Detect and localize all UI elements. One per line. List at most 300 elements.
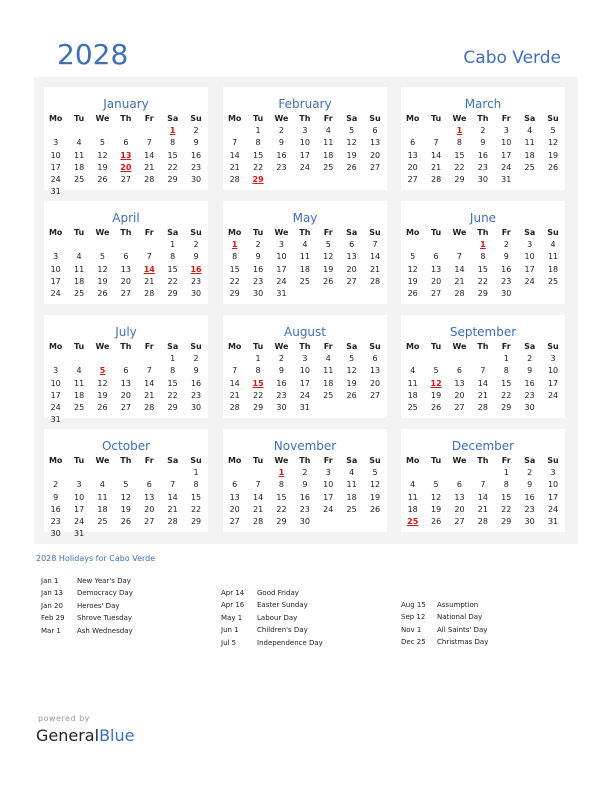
day: 7: [456, 252, 463, 262]
day: 19: [430, 504, 442, 514]
week-row: [44, 492, 208, 504]
month-june: [401, 201, 565, 304]
empty-day: [67, 125, 90, 137]
day: 12: [120, 492, 131, 502]
day: 18: [73, 162, 85, 172]
week-row: [223, 390, 387, 402]
weekday-header: [401, 227, 565, 239]
day: 5: [550, 126, 556, 136]
weekday-label: Su: [547, 114, 559, 123]
week-row: [223, 479, 387, 491]
day: 6: [232, 480, 238, 490]
week-row: [44, 467, 208, 479]
day: 14: [477, 378, 488, 388]
day: 1: [193, 468, 199, 478]
empty-day: [91, 125, 114, 137]
holiday-name: Democracy Day: [77, 589, 133, 598]
day: 6: [349, 240, 355, 250]
day: 9: [480, 138, 486, 148]
day: 8: [503, 480, 509, 490]
month-february: [223, 87, 387, 190]
day: 1: [255, 354, 261, 364]
day: 10: [547, 480, 559, 490]
empty-day: [138, 239, 161, 251]
weekday-label: Fr: [144, 342, 154, 351]
day: 20: [346, 264, 357, 274]
empty-day: [44, 125, 67, 137]
weekday-label: Tu: [430, 456, 442, 465]
day: 23: [252, 276, 264, 286]
month-january: [44, 87, 208, 197]
empty-day: [448, 467, 471, 479]
day: 30: [524, 516, 535, 526]
day: 26: [547, 162, 559, 172]
day: 2: [193, 240, 199, 250]
day: 4: [550, 240, 556, 250]
day: 28: [477, 516, 488, 526]
day: 27: [407, 174, 418, 184]
holiday-day: 15: [252, 378, 264, 388]
weekday-label: Th: [299, 114, 311, 123]
day: 22: [167, 390, 178, 400]
week-row: [223, 516, 387, 528]
day: 15: [477, 264, 488, 274]
day: 19: [323, 264, 334, 274]
day: 15: [252, 150, 264, 160]
weekday-label: Sa: [524, 342, 536, 351]
day: 15: [454, 150, 465, 160]
day: 30: [252, 288, 264, 298]
day: 4: [99, 480, 106, 490]
day: 14: [229, 150, 240, 160]
day: 3: [76, 480, 82, 490]
weekday-header: [223, 227, 387, 239]
day: 2: [503, 240, 509, 250]
day: 3: [550, 354, 556, 364]
day: 11: [97, 492, 108, 502]
weekday-header: [401, 113, 565, 125]
week-row: [401, 137, 565, 149]
month-november: [223, 429, 387, 532]
day: 14: [430, 150, 442, 160]
week-row: [401, 365, 565, 377]
empty-day: [44, 353, 67, 365]
weekday-header: [44, 341, 208, 353]
day: 17: [50, 276, 61, 286]
day: 29: [252, 402, 264, 412]
day: 7: [480, 480, 486, 490]
day: 17: [299, 378, 310, 388]
day: 10: [547, 366, 559, 376]
day: 31: [50, 415, 61, 425]
day: 14: [369, 252, 381, 262]
empty-day: [138, 467, 161, 479]
day: 9: [193, 138, 199, 148]
day: 16: [276, 150, 287, 160]
holiday-date: Nov 1: [401, 625, 422, 634]
day: 3: [503, 126, 509, 136]
day-grid: [401, 341, 565, 414]
holiday-item: [41, 575, 133, 587]
logo-general: General: [36, 726, 100, 745]
weekday-label: Su: [369, 114, 381, 123]
day: 29: [454, 174, 465, 184]
week-row: [401, 467, 565, 479]
day: 7: [170, 480, 176, 490]
week-row: [44, 264, 208, 276]
week-row: [401, 125, 565, 137]
day: 29: [477, 288, 488, 298]
day: 26: [97, 288, 108, 298]
holiday-column: [221, 587, 323, 649]
day: 25: [299, 276, 310, 286]
weekday-label: Tu: [73, 114, 85, 123]
holiday-name: Independence Day: [257, 638, 323, 647]
day: 24: [50, 288, 61, 298]
weekday-label: Su: [369, 456, 381, 465]
week-row: [44, 378, 208, 390]
day: 25: [73, 402, 85, 412]
day: 14: [144, 378, 155, 388]
day: 12: [97, 150, 108, 160]
day: 29: [229, 288, 240, 298]
week-row: [401, 390, 565, 402]
day: 28: [369, 276, 381, 286]
week-row: [223, 137, 387, 149]
year-title: 2028: [57, 38, 129, 71]
weekday-header: [401, 455, 565, 467]
day: 29: [167, 288, 178, 298]
day: 22: [477, 276, 488, 286]
day: 14: [229, 378, 240, 388]
day: 21: [144, 162, 155, 172]
day: 2: [527, 468, 533, 478]
day: 9: [527, 480, 533, 490]
day: 13: [120, 378, 131, 388]
day: 3: [550, 468, 556, 478]
day: 25: [407, 402, 418, 412]
day: 27: [120, 174, 131, 184]
day: 23: [299, 504, 310, 514]
day: 17: [501, 150, 512, 160]
day: 9: [503, 252, 509, 262]
weekday-label: Sa: [524, 456, 536, 465]
holiday-item: [221, 624, 323, 636]
day: 28: [252, 516, 264, 526]
day: 17: [73, 504, 85, 514]
day: 23: [190, 276, 202, 286]
day: 10: [276, 252, 287, 262]
week-row: [401, 251, 565, 263]
day: 30: [524, 402, 535, 412]
day: 29: [167, 174, 178, 184]
weekday-label: Mo: [227, 228, 242, 237]
day: 6: [456, 480, 463, 490]
weekday-label: We: [95, 342, 110, 351]
day: 7: [146, 366, 152, 376]
empty-day: [114, 467, 137, 479]
day: 7: [232, 366, 238, 376]
day: 18: [346, 492, 357, 502]
day: 17: [299, 150, 310, 160]
month-name: August: [284, 325, 326, 339]
day: 9: [53, 492, 59, 502]
month-name: July: [115, 325, 137, 339]
day: 30: [190, 402, 202, 412]
week-row: [401, 353, 565, 365]
weekday-label: Mo: [405, 114, 420, 123]
day: 21: [454, 276, 465, 286]
week-row: [401, 288, 565, 300]
day: 1: [255, 126, 261, 136]
weekday-label: Th: [120, 114, 132, 123]
day: 18: [407, 390, 418, 400]
holiday-date: Jun 1: [221, 626, 239, 635]
day: 29: [167, 402, 178, 412]
weekday-label: We: [95, 456, 110, 465]
empty-day: [223, 353, 246, 365]
day: 22: [252, 390, 264, 400]
day: 27: [120, 402, 131, 412]
day: 8: [193, 480, 199, 490]
day: 6: [372, 354, 378, 364]
day: 11: [73, 378, 85, 388]
month-name: April: [112, 211, 140, 225]
month-september: [401, 315, 565, 418]
day: 6: [456, 366, 463, 376]
day: 2: [480, 126, 486, 136]
day: 15: [190, 492, 202, 502]
holiday-date: Jul 5: [221, 638, 237, 647]
day: 19: [97, 162, 108, 172]
weekday-header: [223, 341, 387, 353]
calendar-panel: [34, 77, 578, 544]
weekday-label: Tu: [430, 342, 442, 351]
day: 10: [50, 264, 61, 274]
day: 8: [255, 138, 261, 148]
weekday-label: Su: [190, 342, 202, 351]
holiday-item: [401, 624, 488, 636]
day: 19: [430, 390, 442, 400]
day: 3: [527, 240, 533, 250]
day: 3: [53, 366, 59, 376]
day: 9: [255, 252, 261, 262]
day: 31: [501, 174, 512, 184]
day-grid: [401, 227, 565, 300]
day: 13: [454, 378, 465, 388]
day: 21: [144, 390, 155, 400]
day: 3: [278, 240, 285, 250]
day: 24: [323, 504, 334, 514]
holiday-item: [401, 611, 488, 623]
empty-day: [91, 239, 114, 251]
day: 8: [170, 252, 176, 262]
day: 27: [144, 516, 155, 526]
week-row: [401, 264, 565, 276]
day: 28: [430, 174, 442, 184]
holiday-name: Ash Wednesday: [77, 626, 133, 635]
weekday-label: We: [95, 228, 110, 237]
weekday-label: Sa: [346, 114, 358, 123]
day: 25: [97, 516, 108, 526]
day: 9: [193, 252, 199, 262]
day: 14: [144, 150, 155, 160]
day-grid: [401, 455, 565, 528]
day: 12: [369, 480, 381, 490]
weekday-label: Th: [120, 228, 132, 237]
day: 8: [480, 252, 486, 262]
holiday-day: 1: [169, 126, 176, 136]
week-row: [223, 467, 387, 479]
day: 10: [50, 378, 61, 388]
day: 18: [323, 150, 334, 160]
empty-day: [223, 467, 246, 479]
day: 22: [167, 276, 178, 286]
weekday-label: We: [452, 456, 467, 465]
day: 4: [76, 138, 82, 148]
day: 11: [323, 366, 334, 376]
day: 20: [120, 276, 131, 286]
empty-day: [67, 239, 90, 251]
weekday-label: Tu: [252, 228, 264, 237]
month-name: May: [292, 211, 318, 225]
holiday-column: [401, 599, 488, 649]
weekday-label: Tu: [73, 342, 85, 351]
day: 6: [146, 480, 152, 490]
day: 28: [144, 288, 155, 298]
day: 6: [123, 138, 129, 148]
day: 18: [524, 150, 535, 160]
week-row: [401, 239, 565, 251]
day: 11: [407, 378, 418, 388]
holiday-item: [401, 599, 488, 611]
month-name: September: [449, 325, 517, 339]
day: 25: [323, 162, 334, 172]
day: 30: [299, 516, 310, 526]
day: 18: [323, 378, 334, 388]
month-name: February: [278, 97, 332, 111]
day: 29: [276, 516, 287, 526]
day: 11: [547, 252, 559, 262]
day: 2: [255, 240, 261, 250]
day: 23: [524, 390, 535, 400]
weekday-label: Fr: [323, 456, 333, 465]
weekday-label: Fr: [144, 456, 154, 465]
weekday-label: Su: [547, 342, 559, 351]
day: 23: [524, 504, 535, 514]
day: 5: [99, 252, 106, 262]
day: 9: [278, 138, 285, 148]
weekday-label: We: [452, 342, 467, 351]
day: 30: [276, 402, 287, 412]
day: 10: [323, 480, 334, 490]
weekday-label: Mo: [48, 228, 63, 237]
day: 25: [73, 174, 85, 184]
holiday-name: Shrove Tuesday: [77, 614, 133, 623]
day: 13: [369, 366, 381, 376]
holiday-day: 20: [120, 162, 132, 172]
day: 4: [325, 126, 331, 136]
holiday-item: [221, 587, 323, 599]
week-row: [401, 402, 565, 414]
day: 3: [53, 252, 59, 262]
day: 2: [278, 126, 285, 136]
week-row: [44, 125, 208, 137]
weekday-label: Sa: [524, 228, 536, 237]
holiday-name: New Year's Day: [77, 577, 131, 585]
empty-day: [246, 467, 269, 479]
week-row: [223, 150, 387, 162]
day-grid: [44, 113, 208, 198]
day: 20: [369, 378, 381, 388]
empty-day: [401, 353, 424, 365]
weekday-label: We: [274, 456, 289, 465]
day: 4: [410, 480, 416, 490]
weekday-label: Fr: [144, 114, 154, 123]
weekday-label: Fr: [501, 456, 511, 465]
holiday-date: Jan 20: [41, 601, 63, 610]
week-row: [44, 516, 208, 528]
day: 20: [454, 390, 465, 400]
day: 23: [477, 162, 488, 172]
weekday-label: Th: [299, 456, 311, 465]
day: 25: [524, 162, 535, 172]
day: 19: [97, 390, 108, 400]
weekday-label: Tu: [252, 114, 264, 123]
day: 24: [501, 162, 512, 172]
weekday-label: Th: [477, 228, 489, 237]
empty-day: [424, 125, 447, 137]
day: 26: [97, 174, 108, 184]
empty-day: [448, 239, 471, 251]
day: 19: [369, 492, 381, 502]
empty-day: [114, 239, 137, 251]
day: 8: [456, 138, 463, 148]
day: 7: [433, 138, 439, 148]
holiday-item: [41, 587, 133, 599]
day: 23: [50, 516, 61, 526]
day: 7: [232, 138, 238, 148]
day: 4: [410, 366, 416, 376]
weekday-label: Sa: [167, 342, 179, 351]
day: 17: [323, 492, 334, 502]
day: 28: [144, 402, 155, 412]
day: 2: [193, 126, 199, 136]
day: 5: [433, 366, 439, 376]
empty-day: [114, 125, 137, 137]
empty-day: [138, 125, 161, 137]
holiday-name: Children's Day: [257, 626, 308, 635]
weekday-label: Th: [299, 228, 311, 237]
day: 28: [229, 174, 240, 184]
week-row: [44, 479, 208, 491]
weekday-label: We: [452, 228, 467, 237]
day: 20: [120, 390, 131, 400]
day: 13: [430, 264, 442, 274]
day: 24: [524, 276, 535, 286]
day: 27: [430, 288, 442, 298]
day: 9: [302, 480, 308, 490]
weekday-label: Tu: [252, 456, 264, 465]
day: 11: [73, 150, 85, 160]
day: 23: [501, 276, 512, 286]
day-grid: [401, 113, 565, 186]
day: 19: [97, 276, 108, 286]
day: 4: [302, 240, 308, 250]
week-row: [223, 239, 387, 251]
week-row: [401, 492, 565, 504]
generalblue-logo: [36, 726, 134, 745]
